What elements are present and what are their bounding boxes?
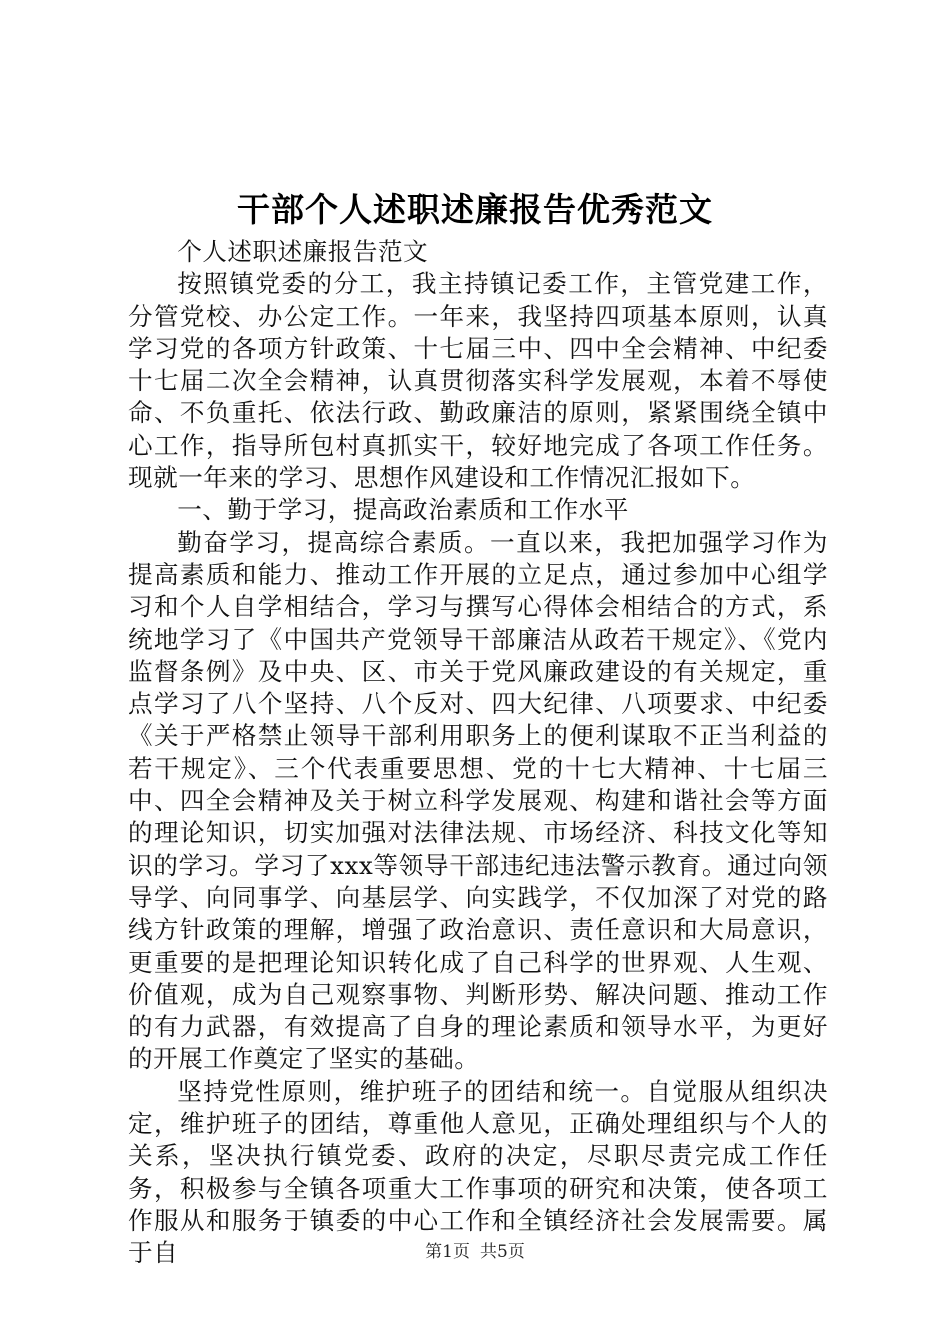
page-number-total: 共5页 bbox=[480, 1242, 525, 1262]
subtitle-paragraph: 个人述职述廉报告范文 bbox=[177, 237, 429, 266]
party-principle-paragraph: 坚持党性原则，维护班子的团结和统一。自觉服从组织决定，维护班子的团结，尊重他人意见，正确处理组织与个人的关系，坚决执行镇党委、政府的决定，尽职尽责完成工作任务，积极参与全镇各项重大工作事项的研究和决策，使各项工作服从和服务于镇委的中心工作和全镇经济社会发展需要。属于自 bbox=[128, 1076, 828, 1268]
study-paragraph: 勤奋学习，提高综合素质。一直以来，我把加强学习作为提高素质和能力、推动工作开展的立足点，通过参加中心组学习和个人自学相结合，学习与撰写心得体会相结合的方式，系统地学习了《中国共产党领导干部廉洁从政若干规定》、《党内监督条例》及中央、区、市关于党风廉政建设的有关规定，重点学习了八个坚持、八个反对、四大纪律、八项要求、中纪委《关于严格禁止领导干部利用职务上的便利谋取不正当利益的若干规定》、三个代表重要思想、党的十七大精神、十七届三中、四全会精神及关于树立科学发展观、构建和谐社会等方面的理论知识，切实加强对法律法规、市场经济、科技文化等知识的学习。学习了xxx等领导干部违纪违法警示教育。通过向领导学、向同事学、向基层学、向实践学，不仅加深了对党的路线方针政策的理解，增强了政治意识、责任意识和大局意识，更重要的是把理论知识转化成了自己科学的世界观、人生观、价值观，成为自己观察事物、判断形势、解决问题、推动工作的有力武器，有效提高了自身的理论素质和领导水平，为更好的开展工作奠定了坚实的基础。 bbox=[128, 527, 828, 1074]
page-number-current: 第1页 bbox=[425, 1242, 470, 1262]
intro-paragraph: 按照镇党委的分工，我主持镇记委工作，主管党建工作，分管党校、办公定工作。一年来，我坚持四项基本原则，认真学习党的各项方针政策、十七届三中、四中全会精神、中纪委十七届二次全会精神，认真贯彻落实科学发展观，本着不辱使命、不负重托、依法行政、勤政廉洁的原则，紧紧围绕全镇中心工作，指导所包村真抓实干，较好地完成了各项工作任务。现就一年来的学习、思想作风建设和工作情况汇报如下。 bbox=[128, 269, 828, 493]
document-body bbox=[128, 236, 828, 1270]
document-title: 干部个人述职述廉报告优秀范文 bbox=[237, 190, 713, 229]
section-heading: 一、勤于学习，提高政治素质和工作水平 bbox=[177, 495, 629, 525]
page-footer bbox=[0, 1240, 950, 1264]
